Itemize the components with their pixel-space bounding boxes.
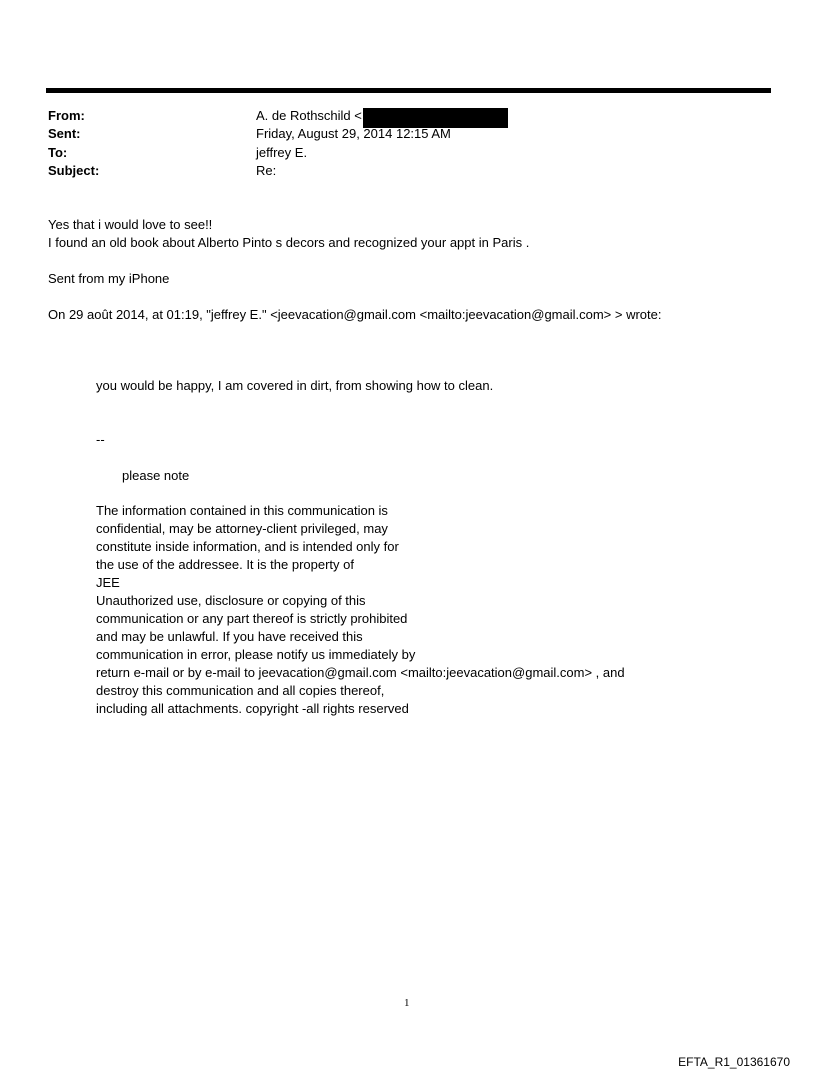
please-note: please note bbox=[122, 468, 190, 483]
disclaimer-line: Unauthorized use, disclosure or copying of this bbox=[96, 593, 366, 608]
signature-separator: -- bbox=[96, 432, 105, 447]
to-label: To: bbox=[48, 145, 68, 160]
disclaimer-line: the use of the addressee. It is the property of bbox=[96, 557, 354, 572]
disclaimer-line: including all attachments. copyright -all rights reserved bbox=[96, 701, 409, 716]
disclaimer-line: confidential, may be attorney-client privileged, may bbox=[96, 521, 388, 536]
mobile-signature: Sent from my iPhone bbox=[48, 271, 170, 286]
disclaimer-line: The information contained in this communication is bbox=[96, 503, 388, 518]
disclaimer-line: communication or any part thereof is strictly prohibited bbox=[96, 611, 408, 626]
disclaimer-line: and may be unlawful. If you have received this bbox=[96, 629, 363, 644]
quote-intro: On 29 août 2014, at 01:19, "jeffrey E." <jeevacation@gmail.com <mailto:jeevacation@gmail.com> > wrote: bbox=[48, 307, 662, 322]
from-label: From: bbox=[48, 108, 85, 123]
subject-label: Subject: bbox=[48, 163, 100, 178]
disclaimer-line: return e-mail or by e-mail to jeevacation@gmail.com <mailto:jeevacation@gmail.com> , and bbox=[96, 665, 625, 680]
redaction-box bbox=[363, 108, 508, 128]
disclaimer-line: constitute inside information, and is intended only for bbox=[96, 539, 399, 554]
sent-value: Friday, August 29, 2014 12:15 AM bbox=[256, 126, 451, 141]
header-divider bbox=[46, 88, 771, 93]
quoted-message: you would be happy, I am covered in dirt, from showing how to clean. bbox=[96, 378, 494, 393]
subject-value: Re: bbox=[256, 163, 277, 178]
reply-line-2: I found an old book about Alberto Pinto s decors and recognized your appt in Paris . bbox=[48, 235, 530, 250]
disclaimer-line: destroy this communication and all copies thereof, bbox=[96, 683, 385, 698]
bates-number: EFTA_R1_01361670 bbox=[678, 1055, 790, 1069]
disclaimer-line: communication in error, please notify us immediately by bbox=[96, 647, 416, 662]
to-value: jeffrey E. bbox=[256, 145, 308, 160]
sent-label: Sent: bbox=[48, 126, 81, 141]
page-number: 1 bbox=[404, 997, 410, 1009]
reply-line-1: Yes that i would love to see!! bbox=[48, 217, 213, 232]
disclaimer-line: JEE bbox=[96, 575, 120, 590]
from-value: A. de Rothschild < bbox=[256, 108, 362, 123]
